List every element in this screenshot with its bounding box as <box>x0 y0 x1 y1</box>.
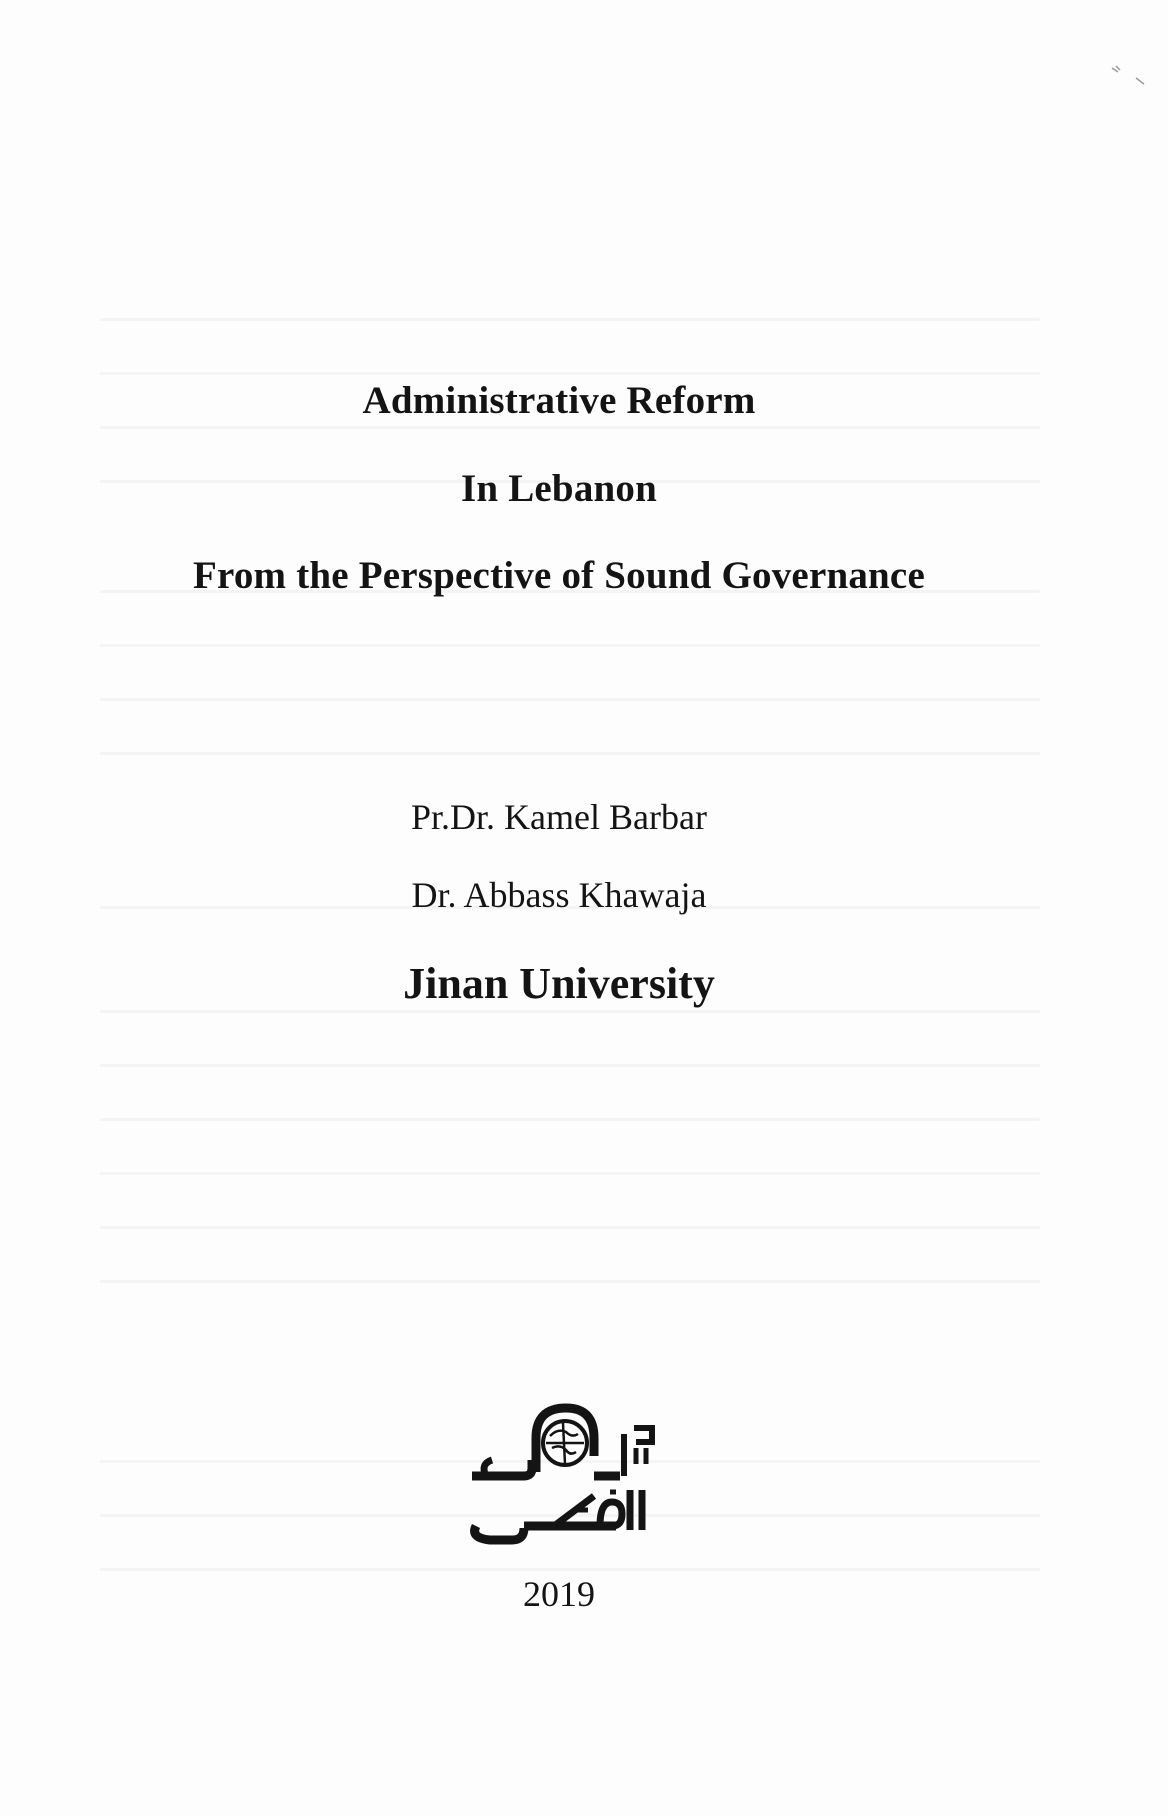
scan-speck-icon <box>1108 60 1148 90</box>
bleed-through-line <box>100 426 1040 429</box>
title-line-2: In Lebanon <box>460 467 657 510</box>
bleed-through-line <box>100 1280 1040 1283</box>
bleed-through-line <box>100 1172 1040 1175</box>
university-name: Jinan University <box>403 959 715 1008</box>
bleed-through-line <box>100 1226 1040 1229</box>
bleed-through-line <box>100 1010 1040 1013</box>
author-1: Pr.Dr. Kamel Barbar <box>411 797 707 837</box>
bleed-through-line <box>100 752 1040 755</box>
publication-year: 2019 <box>523 1574 595 1614</box>
title-line-3: From the Perspective of Sound Governance <box>193 554 925 597</box>
bleed-through-line <box>100 1118 1040 1121</box>
bleed-through-line <box>100 318 1040 321</box>
bleed-through-line <box>100 1568 1040 1571</box>
publisher-logo-icon <box>466 1398 656 1548</box>
title-line-1: Administrative Reform <box>362 379 756 422</box>
bleed-through-line <box>100 698 1040 701</box>
bleed-through-line <box>100 644 1040 647</box>
bleed-through-line <box>100 1064 1040 1067</box>
bleed-through-line <box>100 372 1040 375</box>
author-2: Dr. Abbass Khawaja <box>411 875 707 915</box>
